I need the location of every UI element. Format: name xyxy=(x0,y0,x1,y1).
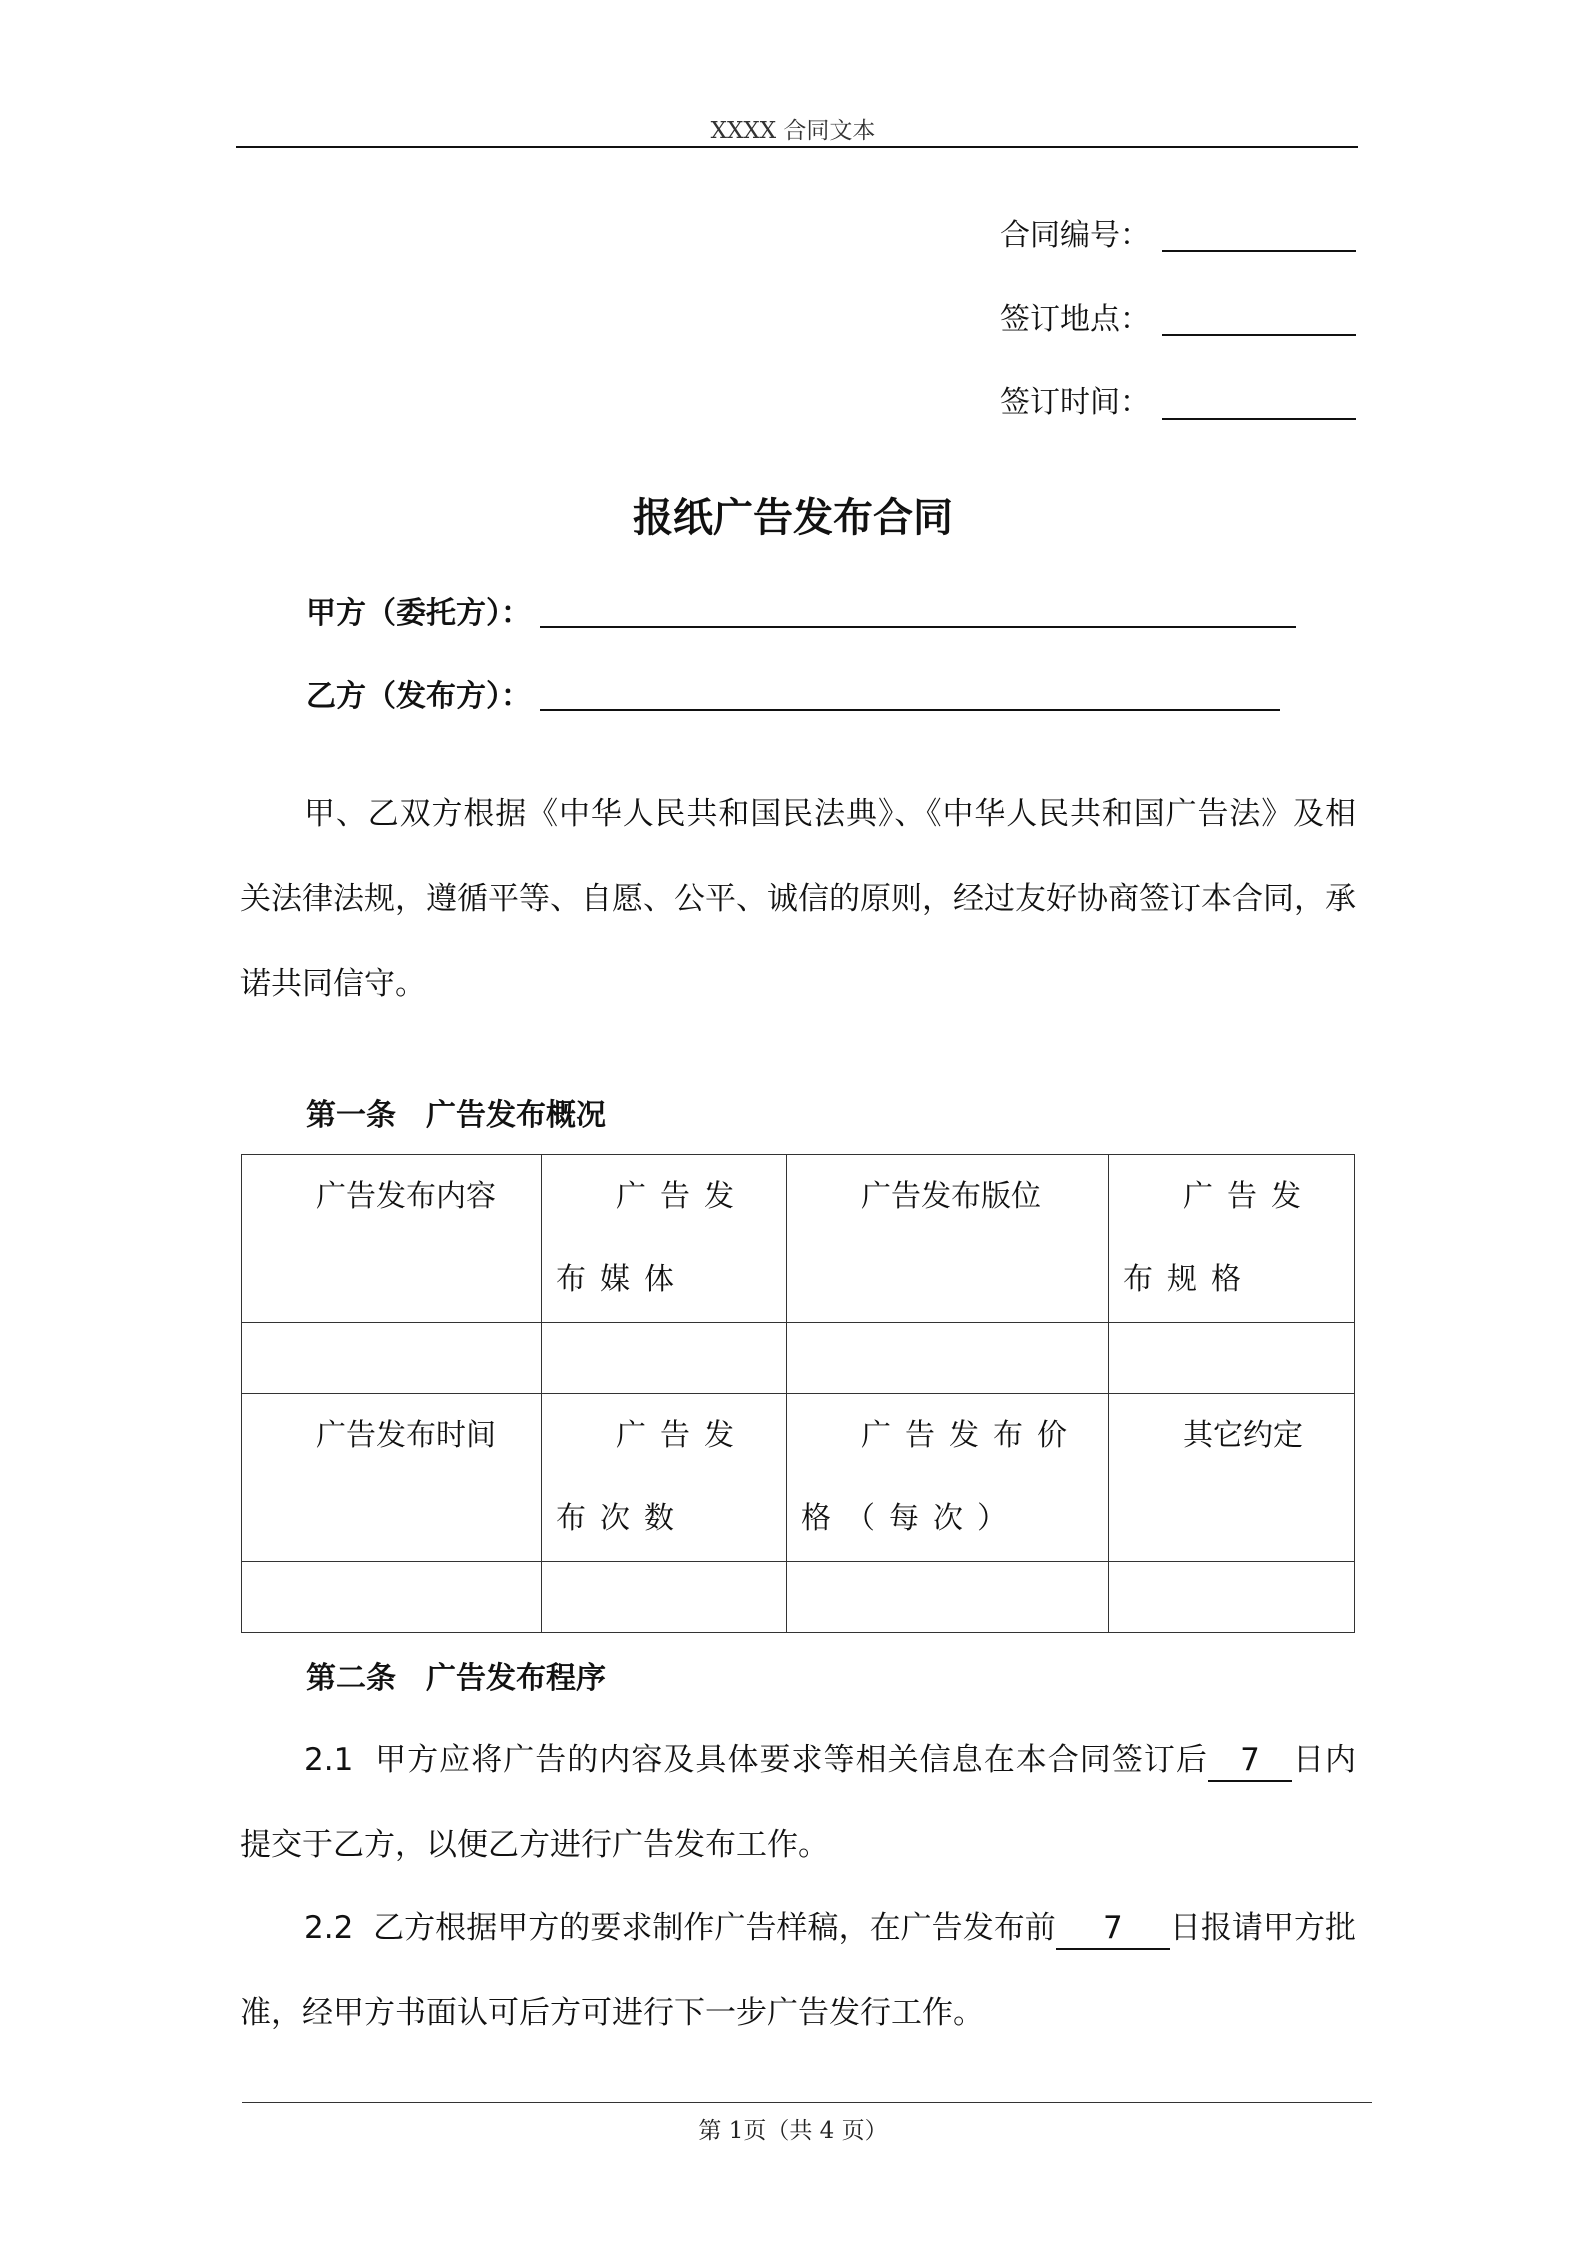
ad-overview-table xyxy=(241,1154,1355,1633)
party-b-blank xyxy=(540,709,1280,711)
table-cell xyxy=(242,1562,542,1633)
contract-number-label: 合同编号： xyxy=(1000,218,1150,253)
table-cell xyxy=(542,1323,787,1394)
table-header-cell: 其它约定 xyxy=(1109,1394,1355,1562)
document-title: 报纸广告发布合同 xyxy=(633,495,953,541)
table-cell xyxy=(1109,1562,1355,1633)
contract-number-blank xyxy=(1162,250,1356,252)
table-header-cell: 广告发布版位 xyxy=(787,1155,1109,1323)
table-header-cell: 广告发布规格 xyxy=(1109,1155,1355,1323)
clause-2-2 xyxy=(240,1886,1356,2056)
table-row xyxy=(242,1155,1355,1323)
table-row xyxy=(242,1323,1355,1394)
clause-text: 日报请甲方批准，经甲方书面认可后方可进行下一步广告发行工作。 xyxy=(240,1910,1357,2031)
table-cell xyxy=(787,1323,1109,1394)
page-number: 第 1页（共 4 页） xyxy=(698,2118,888,2144)
table-cell xyxy=(1109,1323,1355,1394)
table-row xyxy=(242,1562,1355,1633)
sign-place-label: 签订地点： xyxy=(1000,302,1150,337)
table-row xyxy=(242,1394,1355,1562)
clause-text: 日内提交于乙方，以便乙方进行广告发布工作。 xyxy=(240,1742,1357,1863)
article-2-heading: 第二条 广告发布程序 xyxy=(306,1661,606,1696)
sign-time-label: 签订时间： xyxy=(1000,385,1150,420)
sign-time-blank xyxy=(1162,418,1356,420)
party-a-blank xyxy=(540,626,1296,628)
table-cell xyxy=(242,1323,542,1394)
clause-text: 甲方应将广告的内容及具体要求等相关信息在本合同签订后 xyxy=(375,1742,1208,1778)
table-header-cell: 广告发布内容 xyxy=(242,1155,542,1323)
header-rule xyxy=(236,146,1358,148)
table-header-cell: 广告发布媒体 xyxy=(542,1155,787,1323)
footer-rule xyxy=(242,2102,1372,2103)
preamble-paragraph: 甲、乙双方根据《中华人民共和国民法典》、《中华人民共和国广告法》及相关法律法规，遵循平等、自愿、公平、诚信的原则，经过友好协商签订本合同，承诺共同信守。 xyxy=(240,796,1356,1002)
party-b-label: 乙方（发布方）： xyxy=(306,679,531,714)
party-a-label: 甲方（委托方）： xyxy=(306,596,531,631)
clause-text: 乙方根据甲方的要求制作广告样稿，在广告发布前 xyxy=(373,1910,1056,1946)
filled-blank: 7 xyxy=(1208,1740,1292,1782)
table-header-cell: 广告发布时间 xyxy=(242,1394,542,1562)
clause-number: 2.2 xyxy=(304,1910,354,1946)
article-1-heading: 第一条 广告发布概况 xyxy=(306,1098,606,1133)
table-header-cell: 广告发布价格（每次） xyxy=(787,1394,1109,1562)
sign-place-blank xyxy=(1162,334,1356,336)
clause-2-1 xyxy=(240,1718,1356,1888)
page-header-title: XXXX 合同文本 xyxy=(710,118,876,144)
clause-number: 2.1 xyxy=(304,1742,354,1778)
table-cell xyxy=(787,1562,1109,1633)
table-cell xyxy=(542,1562,787,1633)
filled-blank: 7 xyxy=(1056,1908,1170,1950)
table-header-cell: 广告发布次数 xyxy=(542,1394,787,1562)
